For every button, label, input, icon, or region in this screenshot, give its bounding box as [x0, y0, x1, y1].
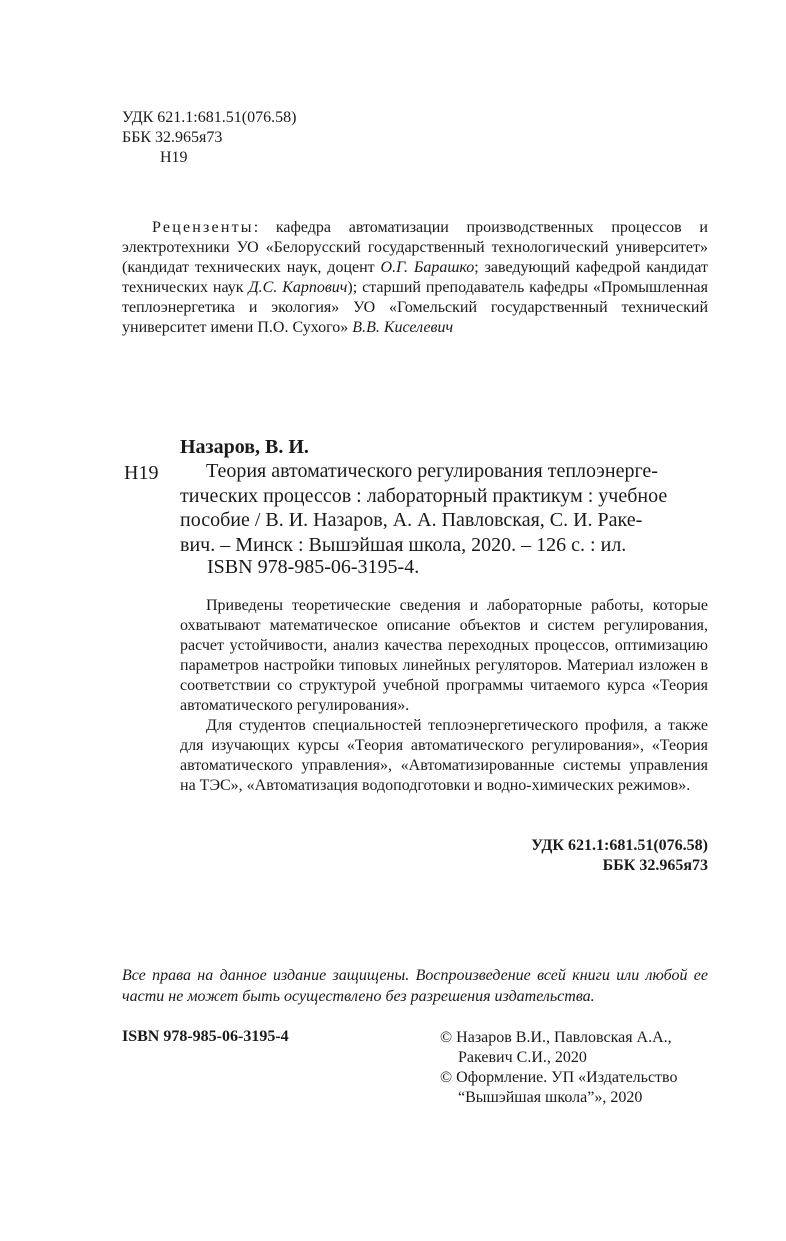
- reviewers-text-1: : кафедра автоматизации производственных процессов и электротехники УО «Белорусский государственный технологический университет» (кандидат технических наук, доцент: [122, 219, 708, 276]
- title-line: вич. – Минск : Вышэйшая школа, 2020. – 126 с. : ил.: [180, 533, 627, 556]
- annotation: [180, 596, 708, 796]
- classification-codes: [122, 108, 296, 168]
- book-title: [180, 459, 708, 557]
- reviewers-text-2: ; заведующий кафедрой кандидат технических наук: [122, 259, 708, 296]
- rights-notice: Все права на данное издание защищены. Воспроизведение всей книги или любой ее части не может быть осуществлено без разрешения издательства.: [122, 967, 708, 1005]
- book-author: Назаров, В. И.: [180, 436, 309, 458]
- reviewer-name-2: Д.С. Карпович: [248, 279, 348, 296]
- reviewers-label: Рецензенты: [152, 219, 254, 236]
- title-line: пособие / В. И. Назаров, А. А. Павловская, С. И. Раке-: [180, 509, 643, 531]
- bbk-code: ББК 32.965я73: [122, 129, 223, 146]
- reviewer-name-3: В.В. Киселевич: [352, 319, 454, 336]
- reviewers-text-3: ); старший преподаватель кафедры «Промышленная теплоэнергетика и экология» УО «Гомельский государственный технический университет имени П.О. Сухого»: [122, 279, 708, 336]
- copyright-block: [440, 1028, 710, 1108]
- isbn-bottom: ISBN 978-985-06-3195-4: [122, 1028, 289, 1045]
- udk-code-right: УДК 621.1:681.51(076.58): [531, 837, 708, 854]
- bbk-code-right: ББК 32.965я73: [602, 857, 708, 874]
- author-mark: Н19: [160, 149, 188, 166]
- udk-code: УДК 621.1:681.51(076.58): [122, 109, 297, 126]
- copyright-design: © Оформление. УП «Издательство “Вышэйшая школа”», 2020: [440, 1069, 678, 1106]
- title-line: тических процессов : лабораторный практикум : учебное: [180, 484, 668, 507]
- copyright-authors: © Назаров В.И., Павловская А.А., Ракевич С.И., 2020: [440, 1029, 672, 1066]
- classification-codes-right: [531, 836, 708, 876]
- reviewers-block: [122, 218, 708, 338]
- annotation-paragraph: Для студентов специальностей теплоэнергетического профиля, а также для изучающих курсы «Теория автоматического регулирования», «Теория автоматического управления», «Автоматизированные системы управления на ТЭС», «Автоматизация водоподготовки и водно-химических режимов».: [180, 717, 708, 794]
- reviewer-name-1: О.Г. Барашко: [380, 259, 475, 276]
- book-isbn: ISBN 978-985-06-3195-4.: [207, 556, 420, 578]
- annotation-paragraph: Приведены теоретические сведения и лабораторные работы, которые охватывают математическое описание объектов и систем регулирования, расчет устойчивости, анализ качества переходных процессов, оптимизацию параметров настройки типовых линейных регуляторов. Материал изложен в соответствии со структурой учебной программы читаемого курса «Теория автоматического регулирования».: [180, 597, 708, 714]
- book-code: Н19: [124, 462, 159, 484]
- title-line: Теория автоматического регулирования теплоэнерге-: [206, 460, 658, 482]
